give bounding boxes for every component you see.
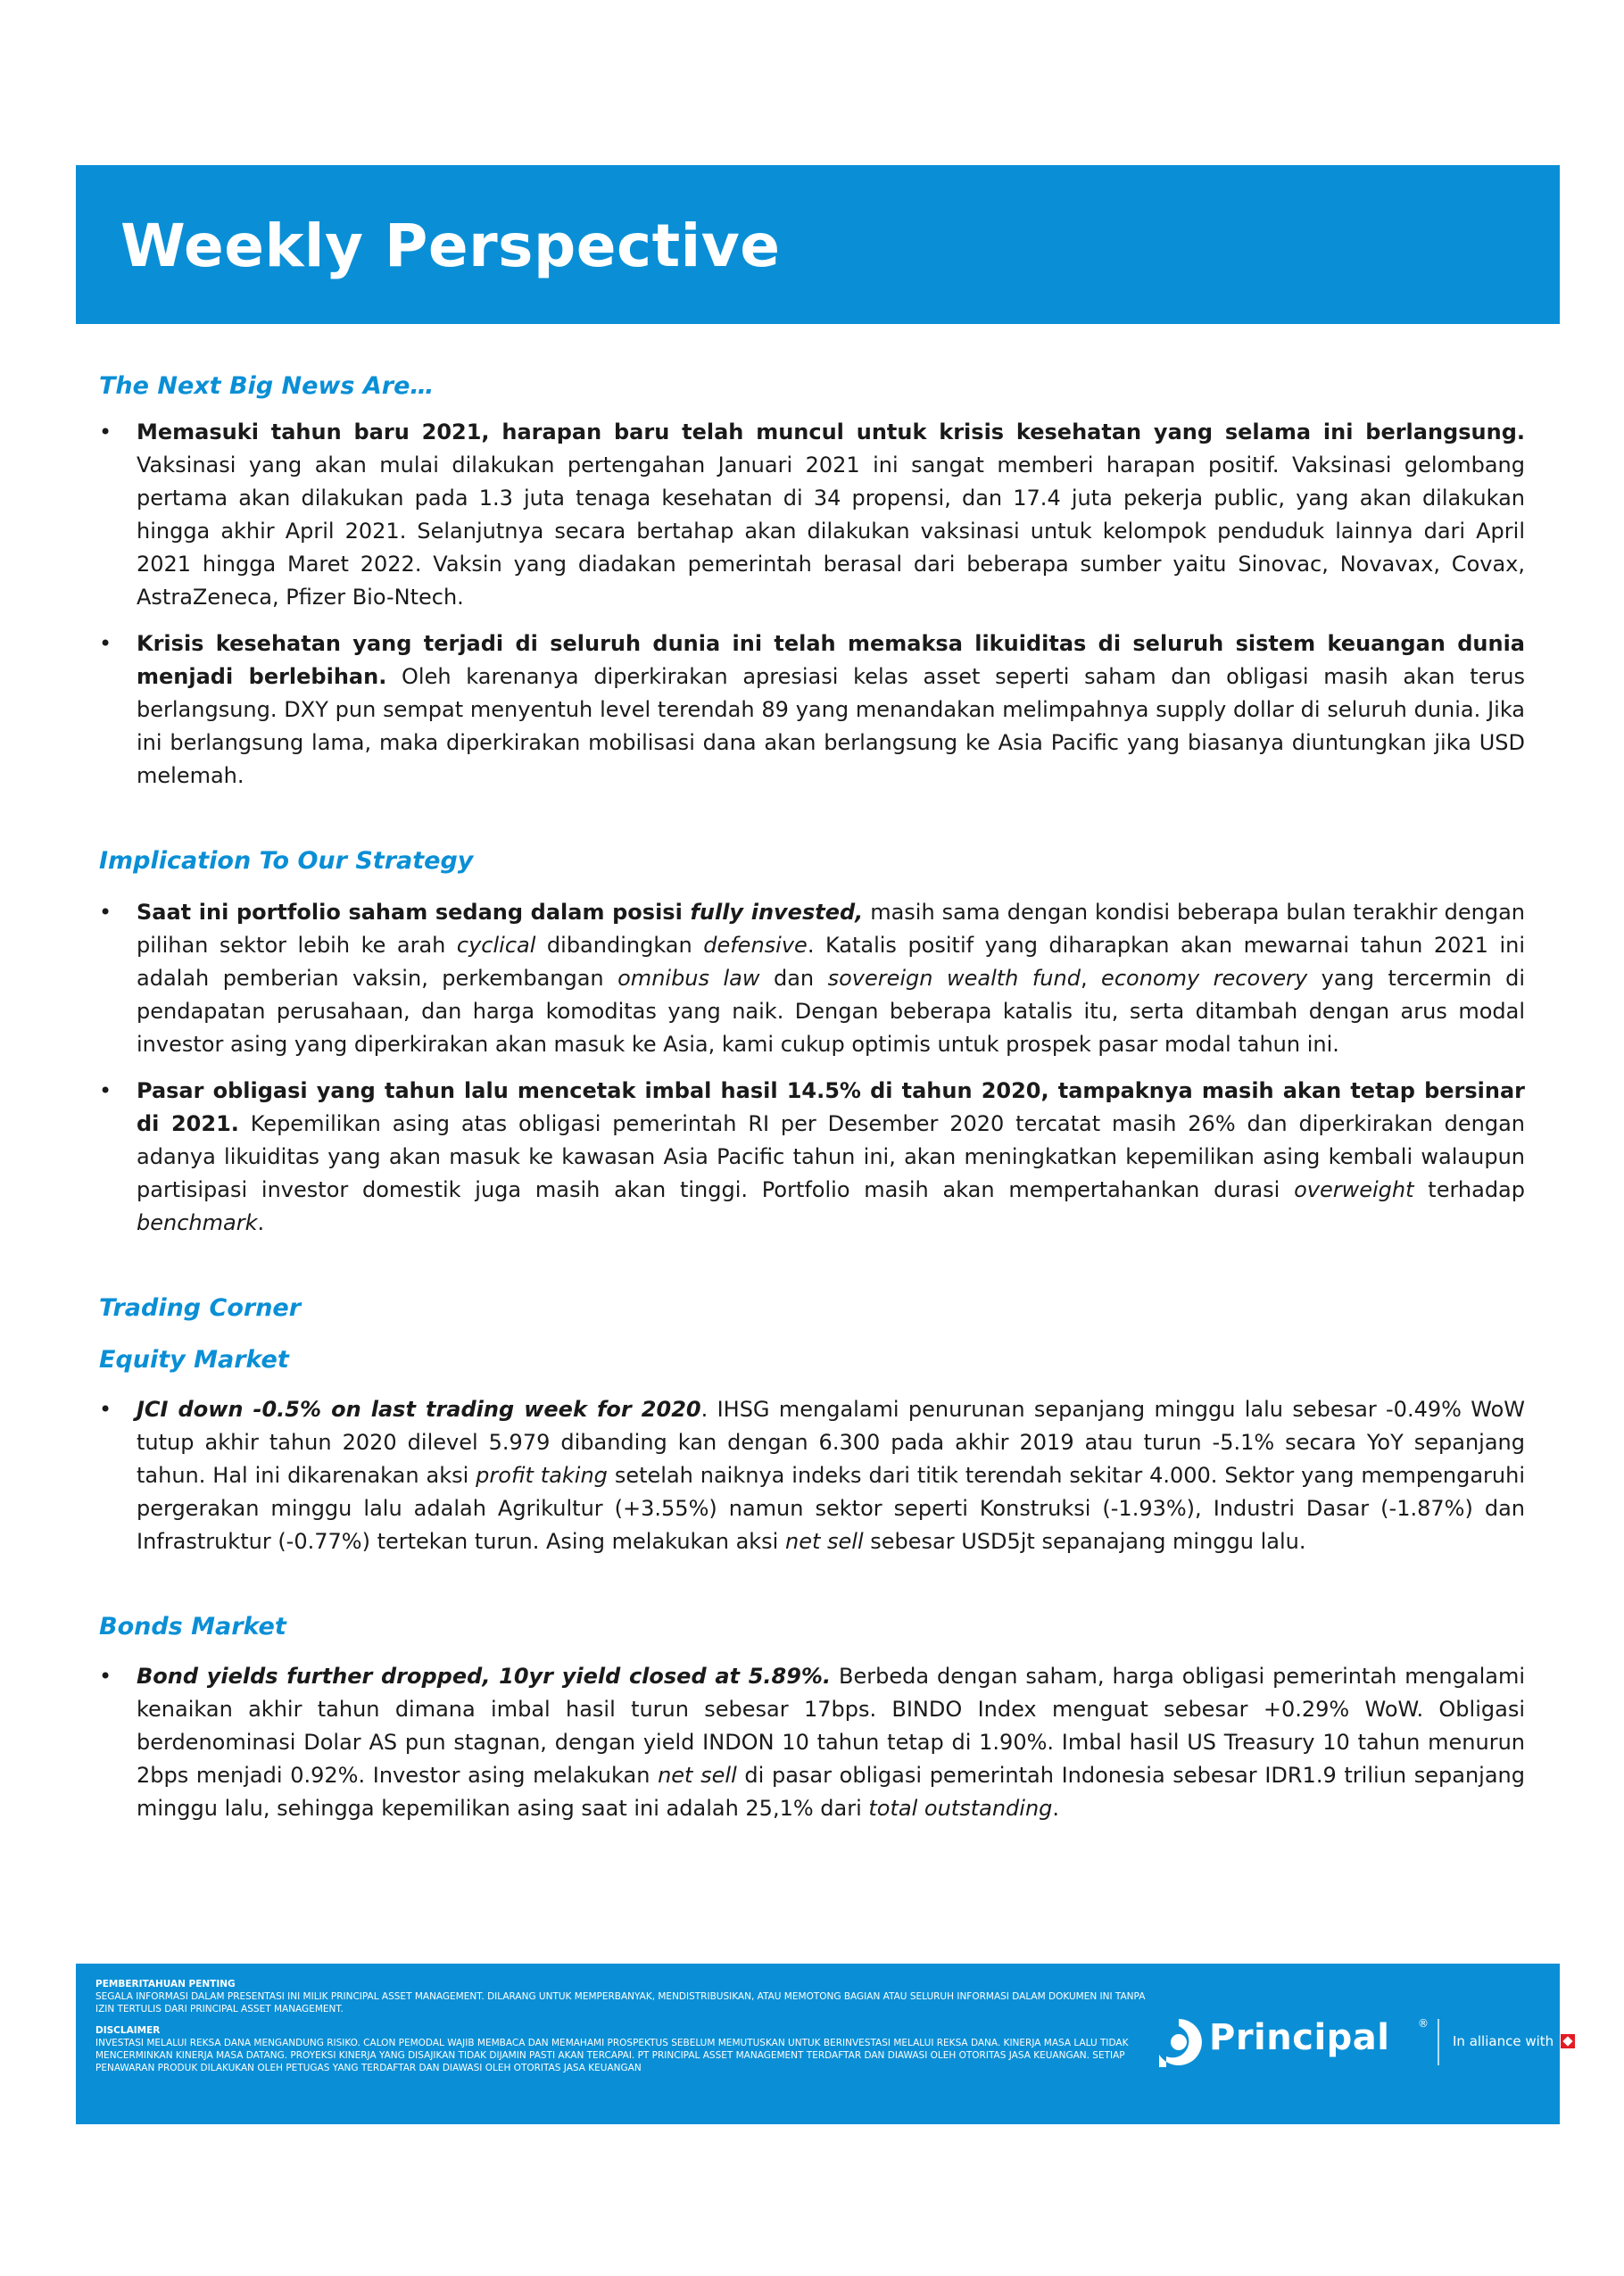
bullet-text: sebesar USD5jt sepanajang minggu lalu. xyxy=(863,1529,1306,1554)
registered-mark: ® xyxy=(1418,2017,1429,2030)
bullet-text: Kepemilikan asing atas obligasi pemerintah RI per Desember 2020 tercatat masih 26% dan diperkirakan dengan adanya likuiditas yang akan masuk ke kawasan Asia Pacific tahun ini, akan meningkatkan kepemilikan asing kembali walaupun partisipasi investor domestik juga masih akan tinggi. Portfolio masih akan mempertahankan durasi xyxy=(137,1111,1525,1202)
section-title-trading-corner: Trading Corner xyxy=(99,1294,302,1322)
main-content xyxy=(99,368,1525,1825)
list-item xyxy=(99,1393,1525,1558)
bullet-emphasis: cyclical xyxy=(456,933,536,958)
list-item xyxy=(99,416,1525,614)
bullet-emphasis: profit taking xyxy=(476,1463,608,1488)
bullet-icon: • xyxy=(99,1664,112,1689)
disclaimer-text: INVESTASI MELALUI REKSA DANA MENGANDUNG RISIKO. CALON PEMODAL WAJIB MEMBACA DAN MEMAHAMI PROSPEKTUS SEBELUM MEMUTUSKAN UNTUK BERINVESTASI MELALUI REKSA DANA. KINERJA MASA LALU TIDAK MENCERMINKAN KINERJA MASA DATANG. PROYEKSI KINERJA YANG DISAJIKAN TIDAK DIJAMIN PASTI AKAN TERCAPAI. PT PRINCIPAL ASSET MANAGEMENT TERDAFTAR DAN DIAWASI OLEH OTORITAS JASA KEUANGAN. SETIAP PENAWARAN PRODUK DILAKUKAN OLEH PETUGAS YANG TERDAFTAR DAN DIAWASI OLEH OTORITAS JASA KEUANGAN xyxy=(95,2038,1129,2073)
section-title-implication: Implication To Our Strategy xyxy=(99,847,474,875)
bullet-lead: Saat ini portfolio saham sedang dalam posisi xyxy=(137,900,691,925)
bullet-text: Oleh karenanya diperkirakan apresiasi kelas asset seperti saham dan obligasi masih akan terus berlangsung. DXY pun sempat menyentuh level terendah 89 yang menandakan melimpahnya supply dollar di seluruh dunia. Jika ini berlangsung lama, maka diperkirakan mobilisasi dana akan berlangsung ke Asia Pacific yang biasanya diuntungkan jika USD melemah. xyxy=(137,664,1525,788)
list-item xyxy=(99,896,1525,1061)
bullet-text: Berbeda dengan saham, harga obligasi pemerintah mengalami kenaikan akhir tahun dimana imbal hasil turun sebesar 17bps. BINDO Index menguat sebesar +0.29% WoW. Obligasi berdenominasi Dolar AS pun stagnan, dengan yield INDON 10 tahun tetap di 1.90%. Imbal hasil US Treasury 10 tahun menurun 2bps menjadi 0.92%. Investor asing melakukan xyxy=(137,1664,1525,1788)
disclaimer-heading: DISCLAIMER xyxy=(95,2025,161,2036)
section-title-next-big-news: The Next Big News Are… xyxy=(99,372,435,400)
bullet-text: . Katalis positif yang diharapkan akan mewarnai tahun 2021 ini adalah pemberian vaksin, perkembangan xyxy=(137,933,1525,991)
bonds-list xyxy=(99,1660,1525,1825)
bullet-emphasis: net sell xyxy=(658,1763,737,1788)
bullet-text: . xyxy=(1052,1796,1060,1821)
bullet-text: dan xyxy=(759,966,828,991)
bullet-emphasis: omnibus law xyxy=(617,966,760,991)
bullet-text: masih sama dengan kondisi beberapa bulan terakhir dengan pilihan sektor lebih ke arah xyxy=(137,900,1525,958)
bullet-lead: Pasar obligasi yang tahun lalu mencetak imbal hasil 14.5% di tahun 2020, tampaknya masih akan tetap bersinar di 2021. xyxy=(137,1078,1525,1136)
next-big-news-list xyxy=(99,416,1525,793)
bullet-emphasis: benchmark xyxy=(137,1210,258,1235)
bullet-text: terhadap xyxy=(1413,1177,1526,1202)
footer-banner xyxy=(76,1964,1616,2124)
section-title-bonds-market: Bonds Market xyxy=(99,1613,286,1641)
brand-lockup xyxy=(1154,2015,1616,2069)
bullet-text: . xyxy=(257,1210,265,1235)
principal-logo-icon xyxy=(1154,2015,1204,2069)
bullet-text: yang tercermin di pendapatan perusahaan, dan harga komoditas yang naik. Dengan beberapa katalis itu, serta ditambah dengan arus modal investor asing yang diperkirakan akan masuk ke Asia, kami cukup optimis untuk prospek pasar modal tahun ini. xyxy=(137,966,1526,1057)
bullet-lead: Krisis kesehatan yang terjadi di seluruh dunia ini telah memaksa likuiditas di seluruh sistem keuangan dunia menjadi berlebihan. xyxy=(137,631,1525,689)
alliance-text: In alliance with xyxy=(1453,2033,1554,2049)
list-item xyxy=(99,1660,1525,1825)
bullet-lead-emphasis: fully invested, xyxy=(690,900,864,925)
bullet-icon: • xyxy=(99,1397,112,1422)
list-item xyxy=(99,1075,1525,1240)
bullet-lead-emphasis: JCI down -0.5% on last trading week for 2020 xyxy=(137,1397,701,1422)
implication-list xyxy=(99,896,1525,1240)
bullet-emphasis: total outstanding xyxy=(868,1796,1053,1821)
footer-legal-text xyxy=(95,1978,1157,2074)
bullet-emphasis: overweight xyxy=(1294,1177,1414,1202)
header-banner xyxy=(76,165,1560,324)
brand-divider xyxy=(1438,2019,1439,2065)
notice-text: SEGALA INFORMASI DALAM PRESENTASI INI MILIK PRINCIPAL ASSET MANAGEMENT. DILARANG UNTUK MEMPERBANYAK, MENDISTRIBUSIKAN, ATAU MEMOTONG BAGIAN ATAU SELURUH INFORMASI DALAM DOKUMEN INI TANPA IZIN TERTULIS DARI PRINCIPAL ASSET MANAGEMENT. xyxy=(95,1991,1146,2014)
page-title: Weekly Perspective xyxy=(120,212,781,280)
alliance-note xyxy=(1453,2033,1616,2049)
bullet-text: Vaksinasi yang akan mulai dilakukan pertengahan Januari 2021 ini sangat memberi harapan positif. Vaksinasi gelombang pertama akan dilakukan pada 1.3 juta tenaga kesehatan di 34 propensi, dan 17.4 juta pekerja public, yang akan dilakukan hingga akhir April 2021. Selanjutnya secara bertahap akan dilakukan vaksinasi untuk kelompok penduduk lainnya dari April 2021 hingga Maret 2022. Vaksin yang diadakan pemerintah berasal dari beberapa sumber yaitu Sinovac, Novavax, Covax, AstraZeneca, Pfizer Bio-Ntech. xyxy=(137,453,1525,610)
bullet-icon: • xyxy=(99,631,112,656)
brand-name: Principal xyxy=(1209,2017,1390,2058)
bullet-text: , xyxy=(1080,966,1102,991)
bullet-emphasis: economy recovery xyxy=(1101,966,1308,991)
equity-list xyxy=(99,1393,1525,1558)
bullet-icon: • xyxy=(99,1078,112,1103)
bullet-text: dibandingkan xyxy=(535,933,704,958)
bullet-emphasis: net sell xyxy=(784,1529,864,1554)
bullet-lead: Memasuki tahun baru 2021, harapan baru telah muncul untuk krisis kesehatan yang selama ini berlangsung. xyxy=(137,419,1525,444)
bullet-emphasis: sovereign wealth fund xyxy=(827,966,1081,991)
cimb-logo-icon xyxy=(1561,2034,1575,2048)
notice-heading: PEMBERITAHUAN PENTING xyxy=(95,1979,236,1989)
bullet-text: di pasar obligasi pemerintah Indonesia sebesar IDR1.9 triliun sepanjang minggu lalu, sehingga kepemilikan asing saat ini adalah 25,1% dari xyxy=(137,1763,1526,1821)
bullet-icon: • xyxy=(99,419,112,444)
section-title-equity-market: Equity Market xyxy=(99,1346,289,1374)
list-item xyxy=(99,627,1525,793)
bullet-text: setelah naiknya indeks dari titik terendah sekitar 4.000. Sektor yang mempengaruhi pergerakan minggu lalu adalah Agrikultur (+3.55%) namun sektor seperti Konstruksi (-1.93%), Industri Dasar (-1.87%) dan Infrastruktur (-0.77%) tertekan turun. Asing melakukan aksi xyxy=(137,1463,1526,1554)
bullet-text: . IHSG mengalami penurunan sepanjang minggu lalu sebesar -0.49% WoW tutup akhir tahun 2020 dilevel 5.979 dibanding kan dengan 6.300 pada akhir 2019 atau turun -5.1% secara YoY sepanjang tahun. Hal ini dikarenakan aksi xyxy=(137,1397,1525,1488)
bullet-lead-emphasis: Bond yields further dropped, 10yr yield closed at 5.89%. xyxy=(137,1664,832,1689)
bullet-icon: • xyxy=(99,900,112,925)
bullet-emphasis: defensive xyxy=(703,933,808,958)
partner-name: CIMB xyxy=(1577,2033,1616,2049)
